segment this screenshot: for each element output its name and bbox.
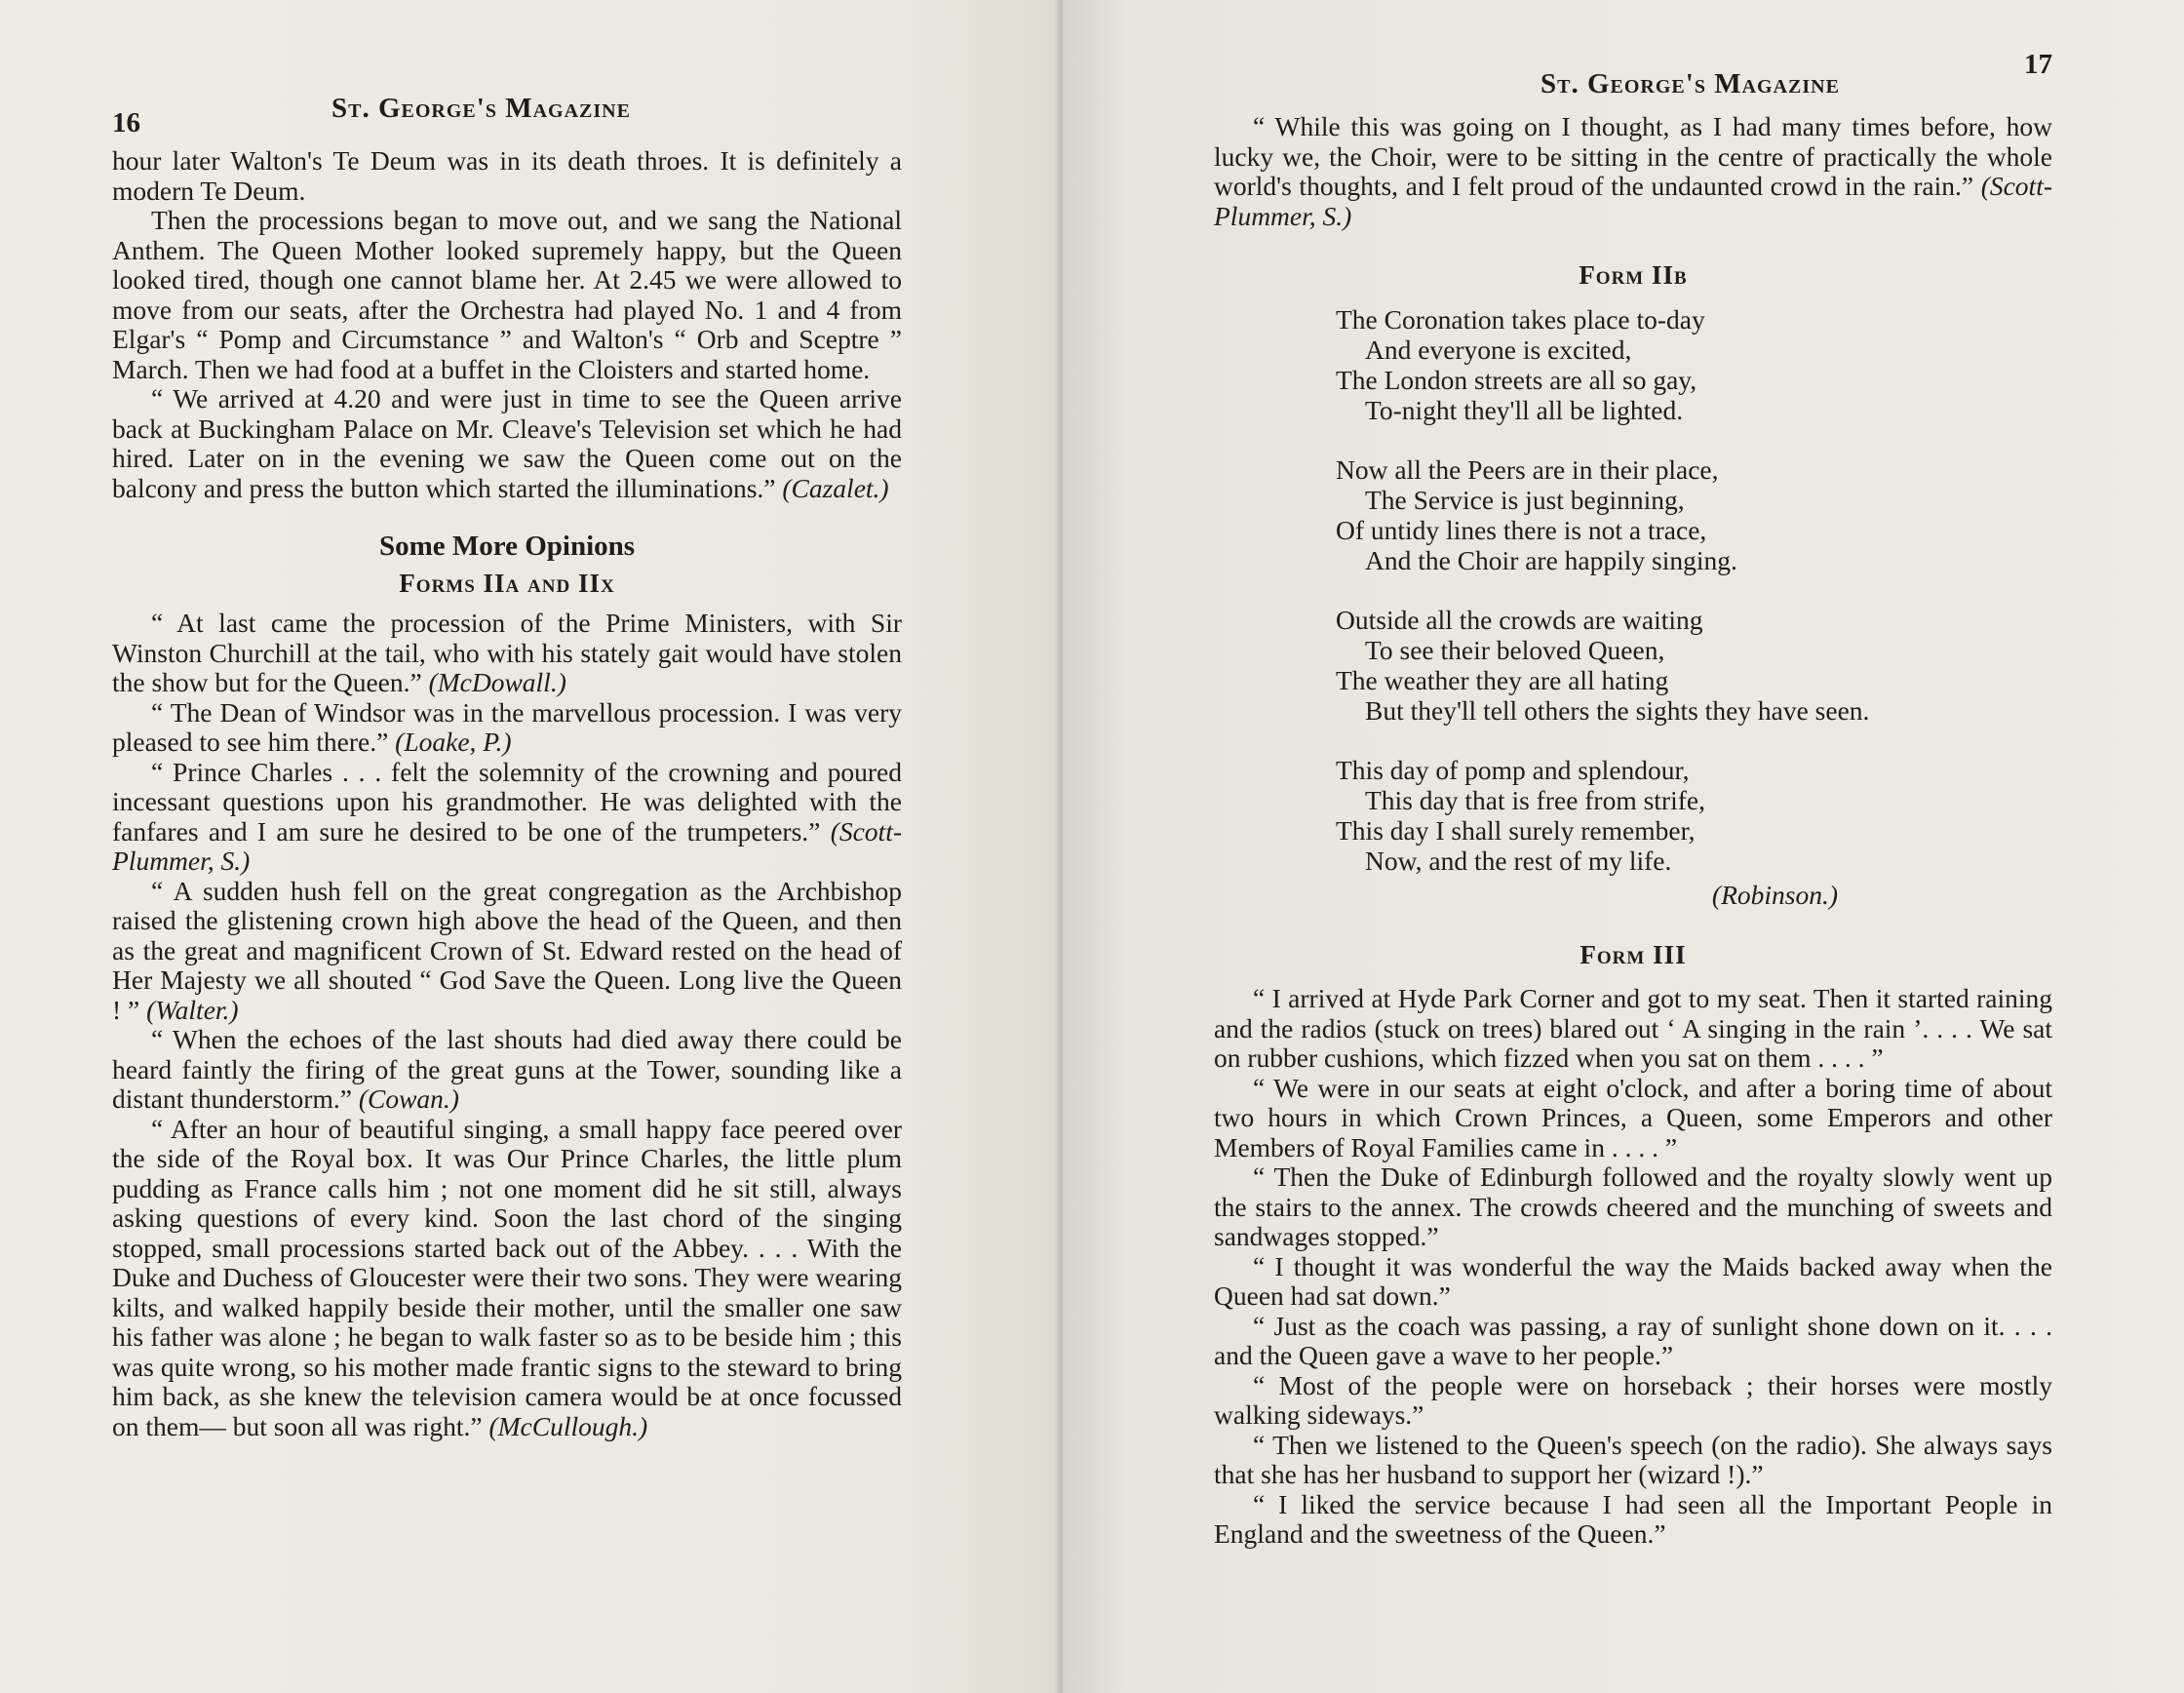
opening-paragraph: hour later Walton's Te Deum was in its death throes. It is definitely a modern Te Deum. [112, 145, 902, 206]
subsection-title: Form IIb [1579, 260, 1688, 290]
poem-line: And everyone is excited, [1365, 335, 1632, 365]
quote-paragraph: “ Just as the coach was passing, a ray of sunlight shone down on it. . . . and the Queen gave a wave to her people.” [1214, 1310, 2052, 1370]
quote-paragraph: “ While this was going on I thought, as I had many times before, how lucky we, the Choir, were to be sitting in the centre of practically the whole world's thoughts, and I felt proud of the undaunted crowd in the rain.” (Scott-Plummer, S.) [1214, 111, 2052, 231]
quote-paragraph: “ I thought it was wonderful the way the Maids backed away when the Queen had sat down.” [1214, 1250, 2052, 1311]
quote-paragraph: “ I arrived at Hyde Park Corner and got to my seat. Then it started raining and the radios (stuck on trees) blared out ‘ A singing in the rain ’. . . . We sat on rubber cushions, which fizzed when you sat on them . . . . ” [1214, 983, 2052, 1073]
paragraph: Then the processions began to move out, and we sang the National Anthem. The Queen Mother looked supremely happy, but the Queen looked tired, though one cannot blame her. At 2.45 we were allowed to move from our seats, after the Orchestra had played No. 1 and 4 from Elgar's “ Pomp and Circumstance ” and Walton's “ Orb and Sceptre ” March. Then we had food at a buffet in the Cloisters and started home. [112, 205, 902, 384]
right-running-head [1214, 49, 2052, 112]
attribution: (Scott-Plummer, S.) [112, 815, 902, 876]
magazine-title: St. George's Magazine [1540, 68, 1840, 99]
quote-paragraph: “ Then we listened to the Queen's speech (on the radio). She always says that she has her husband to support her (wizard !).” [1214, 1429, 2052, 1489]
quote-paragraph: “ After an hour of beautiful singing, a small happy face peered over the side of the Royal box. It was Our Prince Charles, the little plum pudding as France calls him ; not one moment did he sit still, always asking questions of every kind. Soon the last chord of the singing stopped, small processions started back out of the Abbey. . . . With the Duke and Duchess of Gloucester were their two sons. They were wearing kilts, and walked happily beside their mother, until the smaller one saw his father was alone ; he began to walk faster so as to be beside him ; this was quite wrong, so his mother made frantic signs to the steward to bring him back, as she knew the television camera would be at once focussed on them— but soon all was right.” (McCullough.) [112, 1113, 902, 1441]
subsection-title: Forms IIa and IIx [399, 569, 615, 598]
subsection-title: Form III [1580, 940, 1687, 969]
magazine-title: St. George's Magazine [332, 93, 631, 124]
quote-paragraph: “ I liked the service because I had seen all the Important People in England and the sweetness of the Queen.” [1214, 1488, 2052, 1549]
poem-line: Now all the Peers are in their place, [1336, 454, 1719, 485]
page-number: 17 [2024, 49, 2052, 80]
attribution: (Scott-Plummer, S.) [1214, 171, 2052, 231]
page-number: 16 [112, 107, 140, 138]
poem-line: This day of pomp and splendour, [1336, 755, 1690, 785]
quote-paragraph: “ At last came the procession of the Prime Ministers, with Sir Winston Churchill at the tail, who with his stately gait would have stolen the show but for the Queen.” (McDowall.) [112, 608, 902, 697]
poem-line: Outside all the crowds are waiting [1336, 605, 1703, 635]
left-running-head [112, 88, 902, 146]
attribution: (McDowall.) [428, 667, 566, 697]
quote-paragraph: “ We were in our seats at eight o'clock, and after a boring time of about two hours in which Crown Princes, a Queen, some Emperors and other Members of Royal Families came in . . . . ” [1214, 1072, 2052, 1162]
attribution: (McCullough.) [488, 1410, 648, 1441]
attribution: (Walter.) [146, 994, 239, 1025]
left-column [112, 88, 902, 1441]
poem-line: To-night they'll all be lighted. [1365, 395, 1684, 425]
poem [1336, 304, 2052, 911]
section-title: Some More Opinions [378, 531, 636, 562]
attribution: (Loake, P.) [395, 727, 512, 757]
quote-paragraph: “ When the echoes of the last shouts had died away there could be heard faintly the firing of the great guns at the Tower, sounding like a distant thunderstorm.” (Cowan.) [112, 1024, 902, 1114]
quote-paragraph: “ The Dean of Windsor was in the marvellous procession. I was very pleased to see him there.” (Loake, P.) [112, 696, 902, 757]
attribution: (Cazalet.) [782, 472, 889, 503]
quote-paragraph: “ Most of the people were on horseback ; their horses were mostly walking sideways.” [1214, 1369, 2052, 1430]
poem-line: And the Choir are happily singing. [1365, 545, 1737, 575]
left-page [0, 0, 1063, 1693]
quote-paragraph: “ A sudden hush fell on the great congregation as the Archbishop raised the glistening crown high above the head of the Queen, and then as the great and magnificent Crown of St. Edward rested on the head of Her Majesty we all shouted “ God Save the Queen. Long live the Queen ! ” (Walter.) [112, 875, 902, 1025]
quote-paragraph: “ We arrived at 4.20 and were just in time to see the Queen arrive back at Buckingham Palace on Mr. Cleave's Television set which he had hired. Later on in the evening we saw the Queen come out on the balcony and press the button which started the illuminations.” (Cazalet.) [112, 383, 902, 503]
poem-line: The London streets are all so gay, [1336, 365, 1697, 395]
poem-stanza [1336, 605, 2052, 726]
poem-line: Of untidy lines there is not a trace, [1336, 515, 1707, 545]
right-page [1063, 0, 2184, 1693]
attribution: (Robinson.) [1711, 880, 1838, 910]
quote-paragraph: “ Then the Duke of Edinburgh followed and the royalty slowly went up the stairs to the annex. The crowds cheered and the munching of sweets and sandwages stopped.” [1214, 1161, 2052, 1251]
right-column [1214, 49, 2052, 1550]
poem-stanza [1336, 454, 2052, 575]
quote-paragraph: “ Prince Charles . . . felt the solemnity of the crowning and poured incessant questions upon his grandmother. He was delighted with the fanfares and I am sure he desired to be one of the trumpeters.” (Scott-Plummer, S.) [112, 756, 902, 876]
poem-line: But they'll tell others the sights they have seen. [1365, 695, 1870, 726]
poem-stanza [1336, 755, 2052, 876]
poem-line: This day that is free from strife, [1365, 785, 1705, 815]
poem-line: To see their beloved Queen, [1365, 635, 1665, 665]
poem-line: This day I shall surely remember, [1336, 815, 1696, 846]
poem-line: Now, and the rest of my life. [1365, 846, 1672, 876]
poem-stanza [1336, 304, 2052, 425]
poem-line: The Service is just beginning, [1365, 485, 1685, 515]
attribution: (Cowan.) [358, 1083, 459, 1114]
poem-line: The weather they are all hating [1336, 665, 1669, 695]
poem-line: The Coronation takes place to-day [1336, 304, 1705, 335]
